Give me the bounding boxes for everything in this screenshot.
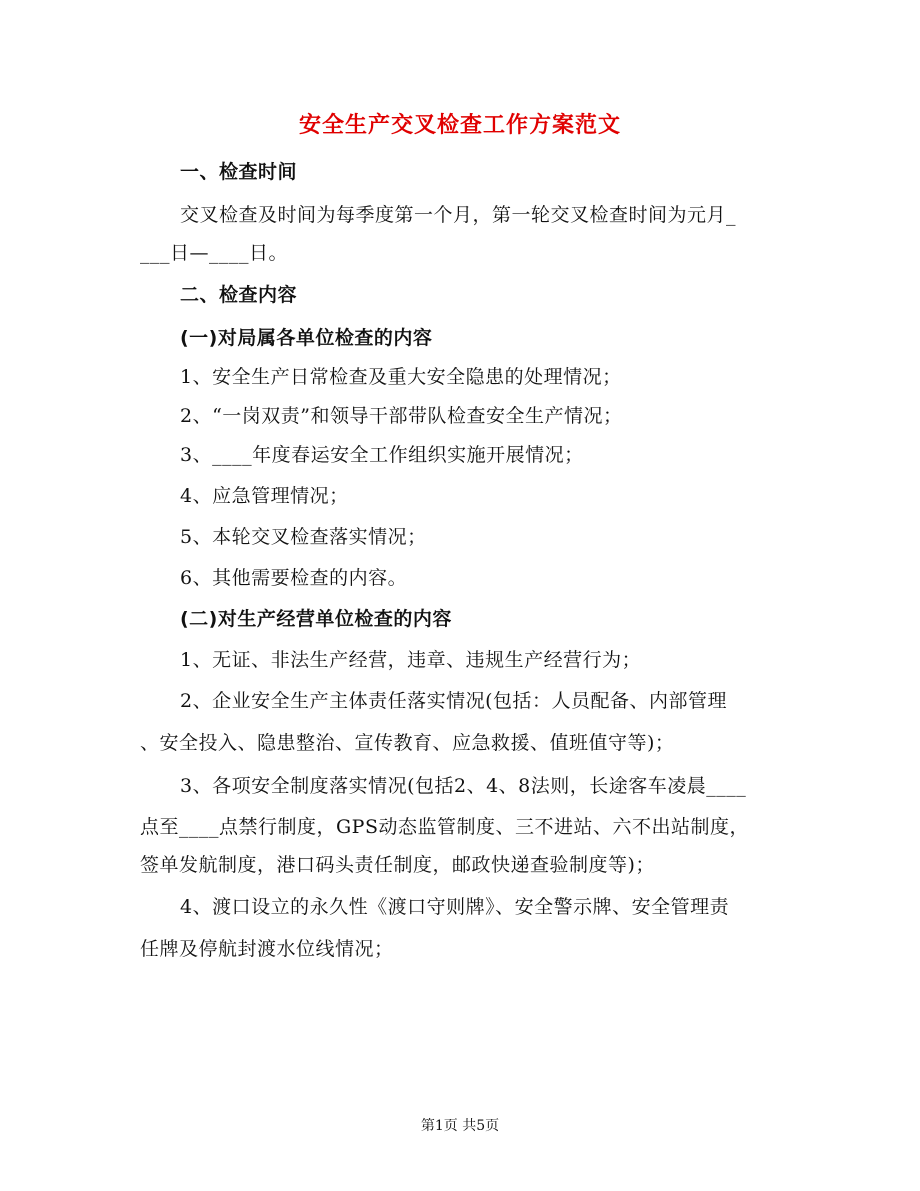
list-item-continuation: 、安全投入、隐患整治、宣传教育、应急救援、值班值守等)； xyxy=(140,732,675,754)
list-item: 3、各项安全制度落实情况(包括2、4、8法则，长途客车凌晨____ xyxy=(180,775,747,797)
paragraph-line: 交叉检查及时间为每季度第一个月，第一轮交叉检查时间为元月_ xyxy=(180,204,737,226)
list-item: 4、渡口设立的永久性《渡口守则牌》、安全警示牌、安全管理责 xyxy=(180,896,730,918)
page-footer: 第1页 共5页 xyxy=(420,1118,500,1134)
list-item: 2、企业安全生产主体责任落实情况(包括：人员配备、内部管理 xyxy=(180,690,728,712)
section-heading: 一、检查时间 xyxy=(180,161,298,183)
list-item: 3、____年度春运安全工作组织实施开展情况； xyxy=(180,444,584,466)
subsection-heading: (一)对局属各单位检查的内容 xyxy=(180,327,433,349)
paragraph-line: ___日—____日。 xyxy=(140,242,289,264)
list-item-continuation: 签单发航制度，港口码头责任制度，邮政快递查验制度等)； xyxy=(140,854,655,876)
list-item-continuation: 点至____点禁行制度，GPS动态监管制度、三不进站、六不出站制度， xyxy=(140,816,749,838)
list-item: 4、应急管理情况； xyxy=(180,485,349,507)
list-item: 1、安全生产日常检查及重大安全隐患的处理情况； xyxy=(180,366,622,388)
list-item-continuation: 任牌及停航封渡水位线情况； xyxy=(140,938,394,960)
list-item: 6、其他需要检查的内容。 xyxy=(180,567,408,589)
list-item: 1、无证、非法生产经营，违章、违规生产经营行为； xyxy=(180,649,642,671)
document-title: 安全生产交叉检查工作方案范文 xyxy=(298,113,621,138)
section-heading: 二、检查内容 xyxy=(180,284,298,306)
list-item: 2、“一岗双责”和领导干部带队检查安全生产情况； xyxy=(180,405,623,427)
subsection-heading: (二)对生产经营单位检查的内容 xyxy=(180,608,452,630)
list-item: 5、本轮交叉检查落实情况； xyxy=(180,526,427,548)
